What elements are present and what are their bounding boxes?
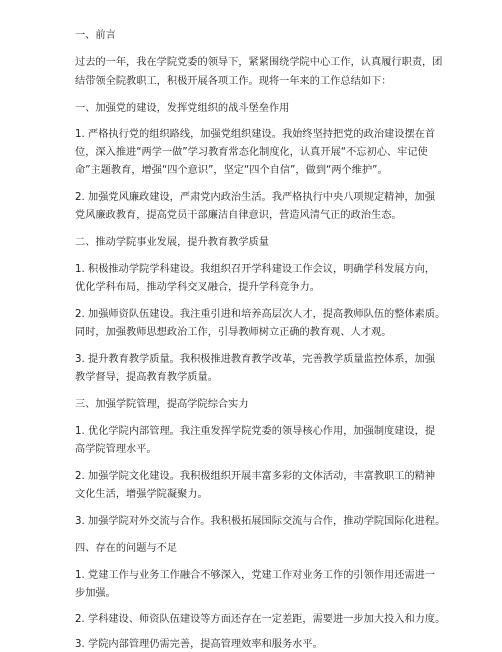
paragraph-line: 2. 学科建设、师资队伍建设等方面还存在一定差距，需要进一步加大投入和力度。 xyxy=(75,614,446,625)
section-heading: 二、推动学院事业发展，提升教育教学质量 xyxy=(75,237,269,248)
paragraph-line: 结带领全院教职工，积极开展各项工作。现将一年来的工作总结如下： xyxy=(75,76,392,87)
paragraph-line: 党风廉政教育，提高党员干部廉洁自律意识，营造风清气正的政治生态。 xyxy=(75,210,402,221)
paragraph-line: 高学院管理水平。 xyxy=(75,444,157,455)
paragraph-line: 优化学科布局，推动学科交叉融合，提升学科竞争力。 xyxy=(75,282,320,293)
paragraph-line: 文化生活，增强学院凝聚力。 xyxy=(75,489,208,500)
paragraph-line: 2. 加强师资队伍建设。我注重引进和培养高层次人才，提高教师队伍的整体素质。 xyxy=(75,309,446,320)
paragraph-line: 2. 加强党风廉政建设，严肃党内政治生活。我严格执行中央八项规定精神，加强 xyxy=(75,192,436,203)
paragraph-line: 步加强。 xyxy=(75,588,116,599)
paragraph-line: 过去的一年，我在学院党委的领导下，紧紧围绕学院中心工作，认真履行职责，团 xyxy=(75,57,443,68)
section-heading: 一、前言 xyxy=(75,30,116,41)
paragraph-line: 1. 积极推动学院学科建设。我组织召开学科建设工作会议，明确学科发展方向， xyxy=(75,264,436,275)
paragraph-line: 3. 学院内部管理仍需完善，提高管理效率和服务水平。 xyxy=(75,639,323,650)
paragraph-line: 2. 加强学院文化建设。我积极组织开展丰富多彩的文体活动，丰富教职工的精神 xyxy=(75,471,436,482)
paragraph-line: 3. 提升教育教学质量。我积极推进教育教学改革，完善教学质量监控体系，加强 xyxy=(75,354,436,365)
paragraph-line: 3. 加强学院对外交流与合作。我积极拓展国际交流与合作，推动学院国际化进程。 xyxy=(75,516,446,527)
paragraph-line: 1. 严格执行党的组织路线，加强党组织建设。我始终坚持把党的政治建设摆在首 xyxy=(75,129,436,140)
section-heading: 四、存在的问题与不足 xyxy=(75,543,178,554)
paragraph-line: 教学督导，提高教育教学质量。 xyxy=(75,372,218,383)
paragraph-line: 1. 优化学院内部管理。我注重发挥学院党委的领导核心作用，加强制度建设，提 xyxy=(75,426,436,437)
paragraph-line: 同时，加强教师思想政治工作，引导教师树立正确的教育观、人才观。 xyxy=(75,327,392,338)
section-heading: 三、加强学院管理，提高学院综合实力 xyxy=(75,399,249,410)
section-heading: 一、加强党的建设，发挥党组织的战斗堡垒作用 xyxy=(75,103,290,114)
paragraph-line: 1. 党建工作与业务工作融合不够深入，党建工作对业务工作的引领作用还需进一 xyxy=(75,570,436,581)
paragraph-line: 命”主题教育，增强“四个意识”，坚定“四个自信”，做到“两个维护”。 xyxy=(75,165,388,176)
paragraph-line: 位，深入推进“两学一做”学习教育常态化制度化，认真开展“不忘初心、牢记使 xyxy=(75,147,428,158)
